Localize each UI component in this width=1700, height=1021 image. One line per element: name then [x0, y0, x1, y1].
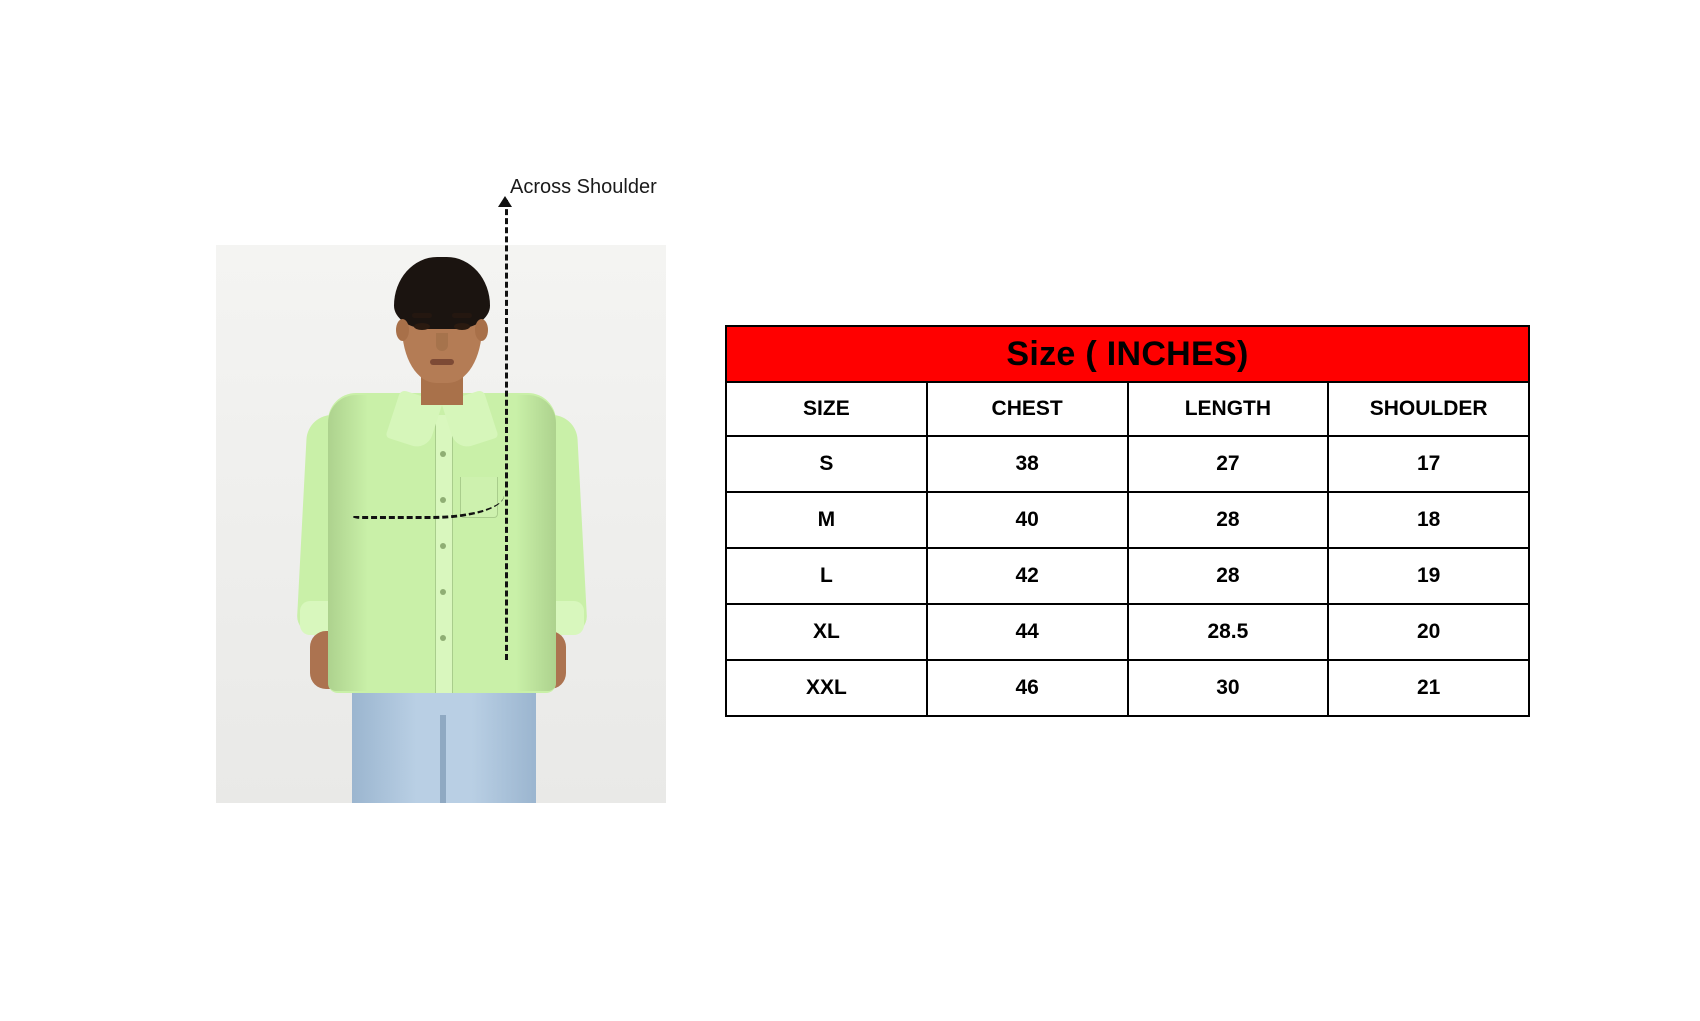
table-row	[726, 436, 1529, 492]
shirt-button	[440, 589, 446, 595]
cell-size: S	[726, 436, 927, 492]
cell-size: XL	[726, 604, 927, 660]
cell-shoulder: 18	[1328, 492, 1529, 548]
jeans-inseam	[440, 715, 446, 803]
shirt-button	[440, 451, 446, 457]
cell-chest: 46	[927, 660, 1128, 716]
column-header-length: LENGTH	[1128, 382, 1329, 436]
model-figure	[216, 245, 666, 803]
cell-chest: 40	[927, 492, 1128, 548]
eyebrow-right	[452, 313, 472, 318]
shirt-button	[440, 635, 446, 641]
column-header-size: SIZE	[726, 382, 927, 436]
shoulder-measure-line	[505, 200, 508, 660]
cell-length: 28	[1128, 492, 1329, 548]
cell-shoulder: 17	[1328, 436, 1529, 492]
cell-length: 27	[1128, 436, 1329, 492]
ear-left	[396, 319, 409, 341]
shirt-shading-left	[328, 395, 368, 691]
mouth	[430, 359, 454, 365]
table-header-row	[726, 382, 1529, 436]
shirt-shading-right	[516, 395, 556, 691]
cell-chest: 42	[927, 548, 1128, 604]
nose	[436, 333, 448, 351]
cell-size: L	[726, 548, 927, 604]
size-chart-title: Size ( INCHES)	[726, 326, 1529, 382]
across-shoulder-label: Across Shoulder	[510, 176, 657, 198]
shirt-button	[440, 543, 446, 549]
cell-shoulder: 20	[1328, 604, 1529, 660]
cell-chest: 38	[927, 436, 1128, 492]
eye-right	[454, 323, 470, 330]
eyebrow-left	[412, 313, 432, 318]
column-header-shoulder: SHOULDER	[1328, 382, 1529, 436]
hair	[394, 257, 490, 329]
ear-right	[475, 319, 488, 341]
cell-size: M	[726, 492, 927, 548]
cell-chest: 44	[927, 604, 1128, 660]
model-photo	[216, 245, 666, 803]
cell-length: 30	[1128, 660, 1329, 716]
cell-size: XXL	[726, 660, 927, 716]
cell-shoulder: 21	[1328, 660, 1529, 716]
cell-shoulder: 19	[1328, 548, 1529, 604]
chest-measure-line	[352, 470, 504, 519]
table-row	[726, 660, 1529, 716]
size-chart-table-container	[725, 325, 1530, 717]
table-row	[726, 548, 1529, 604]
table-row	[726, 604, 1529, 660]
table-row	[726, 492, 1529, 548]
table-title-row	[726, 326, 1529, 382]
eye-left	[414, 323, 430, 330]
cell-length: 28.5	[1128, 604, 1329, 660]
cell-length: 28	[1128, 548, 1329, 604]
column-header-chest: CHEST	[927, 382, 1128, 436]
size-chart-table	[725, 325, 1530, 717]
